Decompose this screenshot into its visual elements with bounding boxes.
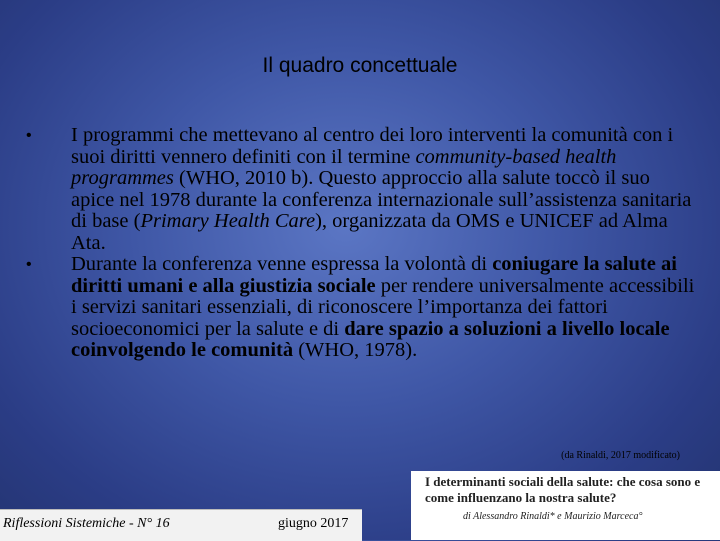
bullet-item-2: [26, 254, 696, 362]
bullet-text-2: [71, 253, 694, 361]
journal-date: giugno 2017: [278, 516, 349, 531]
article-authors: di Alessandro Rinaldi* e Maurizio Marceca°: [463, 511, 643, 522]
text-segment: I programmi che mettevano al centro dei loro interventi la comunità con i suoi diritti vennero definiti con il termine: [71, 124, 674, 168]
bullet-marker: •: [26, 127, 32, 144]
text-segment: Durante la conferenza venne espressa la volontà di: [71, 253, 493, 275]
article-title: I determinanti sociali della salute: che cosa sono e come influenzano la nostra salute?: [425, 474, 701, 505]
bullet-item-1: [26, 125, 696, 254]
bullet-text-1: [71, 124, 691, 254]
text-segment: (WHO, 2010 b). Questo approccio alla salute toccò il suo apice nel 1978 durante la conferenza internazionale sull’assistenza sanitaria di base (: [71, 167, 692, 232]
bullet-marker: •: [26, 256, 32, 273]
text-segment: ), organizzata da OMS e UNICEF ad Alma Ata.: [71, 210, 668, 254]
slide-title: Il quadro concettuale: [262, 54, 458, 77]
text-segment-bold: coniugare la salute ai diritti umani e alla giustizia sociale: [71, 253, 677, 297]
bullet-list: [26, 125, 696, 362]
text-segment: (WHO, 1978).: [293, 339, 418, 361]
text-segment-bold: dare spazio a soluzioni a livello locale coinvolgendo le comunità: [71, 317, 670, 361]
journal-name: Riflessioni Sistemiche - N° 16: [3, 516, 170, 531]
journal-footer: [0, 509, 362, 541]
article-header-image: [411, 471, 720, 540]
text-segment-italic: community-based health programmes: [71, 145, 617, 189]
citation: (da Rinaldi, 2017 modificato): [561, 450, 680, 461]
text-segment-italic: Primary Health Care: [140, 210, 316, 232]
text-segment: per rendere universalmente accessibili i servizi sanitari essenziali, di riconoscere l’importanza dei fattori socioeconomici per la salute e di: [71, 274, 695, 340]
